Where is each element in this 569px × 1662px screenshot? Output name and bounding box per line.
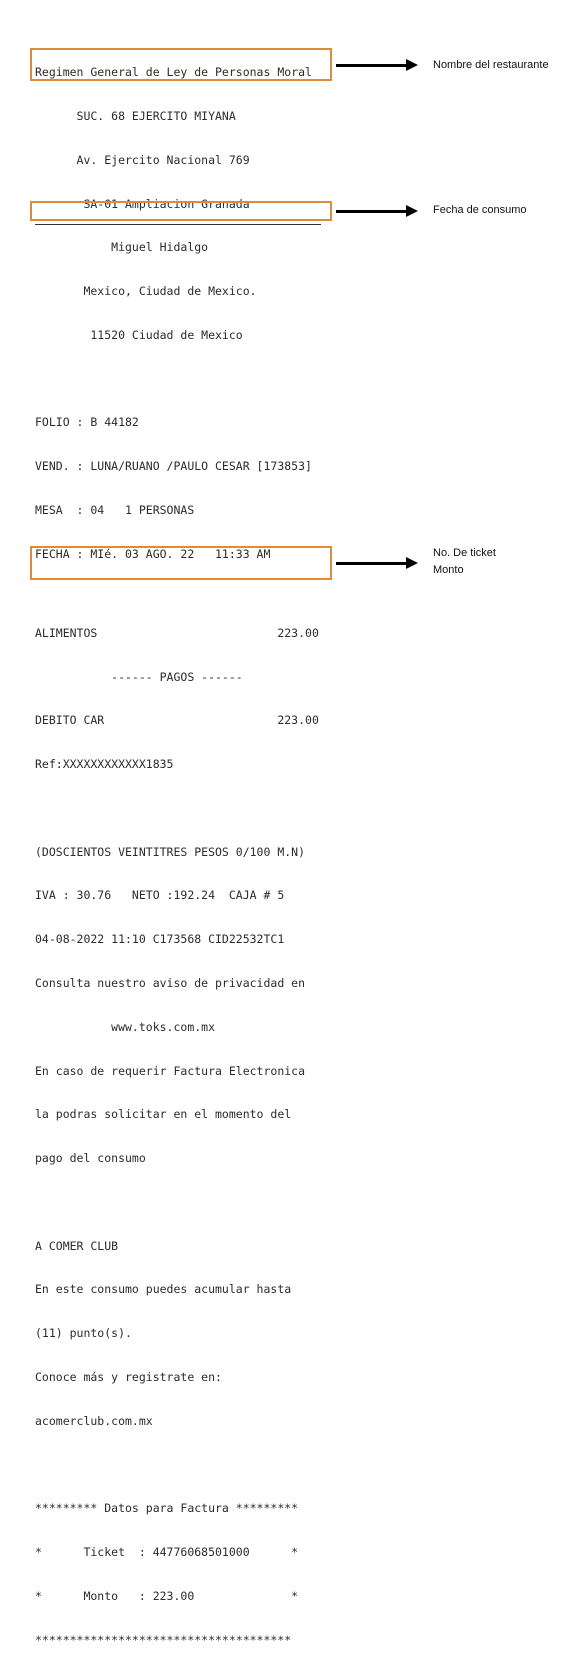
receipt-table: MESA : 04 1 PERSONAS — [35, 503, 195, 517]
receipt-website: www.toks.com.mx — [35, 1019, 216, 1034]
receipt-card-ref: Ref:XXXXXXXXXXXX1835 — [35, 757, 174, 772]
receipt-borough: Miguel Hidalgo — [35, 240, 209, 255]
date-arrow-icon — [336, 210, 414, 213]
receipt-date: FECHA : MIé. 03 AGO. 22 11:33 AM — [35, 546, 271, 561]
receipt — [35, 36, 319, 1662]
receipt-street: Av. Ejercito Nacional 769 — [35, 152, 250, 167]
club-title: A COMER CLUB — [35, 1238, 119, 1253]
receipt-folio: FOLIO : B 44182 — [35, 415, 139, 430]
date-highlight-box — [30, 201, 332, 221]
receipt-debit-line: DEBITO CAR 223.00 — [35, 713, 319, 728]
factura-ticket: * Ticket : 44776068501000 * — [35, 1545, 299, 1560]
receipt-invoice-note-2: la podras solicitar en el momento del — [35, 1107, 292, 1122]
receipt-city: Mexico, Ciudad de Mexico. — [35, 284, 257, 299]
receipt-timestamp: 04-08-2022 11:10 C173568 CID22532TC1 — [35, 932, 285, 947]
receipt-regime: Regimen General de Ley de Personas Moral — [35, 65, 312, 80]
receipt-privacy: Consulta nuestro aviso de privacidad en — [35, 976, 306, 990]
receipt-payments-heading: ------ PAGOS ------ — [35, 669, 243, 684]
receipt-tax-line: IVA : 30.76 NETO :192.24 CAJA # 5 — [35, 888, 285, 903]
restaurant-highlight-box — [30, 48, 332, 81]
receipt-invoice-note-3: pago del consumo — [35, 1151, 146, 1166]
ticket-arrow-icon — [336, 562, 414, 565]
club-register: Conoce más y registrate en: — [35, 1370, 222, 1385]
receipt-amount-words: (DOSCIENTOS VEINTITRES PESOS 0/100 M.N) — [35, 844, 306, 859]
factura-heading: ********* Datos para Factura ********* — [35, 1501, 299, 1516]
amount-annotation: Monto — [433, 564, 464, 576]
receipt-invoice-note-1: En caso de requerir Factura Electronica — [35, 1063, 306, 1078]
receipt-food-line: ALIMENTOS 223.00 — [35, 625, 319, 640]
club-points-1: En este consumo puedes acumular hasta — [35, 1282, 292, 1297]
receipt-branch: SUC. 68 EJERCITO MIYANA — [35, 108, 236, 123]
club-points-2: (11) punto(s). — [35, 1326, 132, 1341]
factura-border: ************************************* — [35, 1632, 292, 1647]
club-url: acomerclub.com.mx — [35, 1413, 153, 1428]
receipt-zip: 11520 Ciudad de Mexico — [35, 327, 243, 342]
receipt-neighborhood: SA-01 Ampliacion Granada — [35, 196, 250, 211]
factura-amount: * Monto : 223.00 * — [35, 1588, 299, 1603]
date-annotation: Fecha de consumo — [433, 204, 527, 216]
restaurant-arrow-icon — [336, 64, 414, 67]
receipt-vendor: VEND. : LUNA/RUANO /PAULO CESAR [173853] — [35, 459, 312, 474]
receipt-divider — [35, 224, 321, 225]
ticket-highlight-box — [30, 546, 332, 580]
restaurant-annotation: Nombre del restaurante — [433, 59, 549, 71]
ticket-annotation: No. De ticket — [433, 547, 496, 559]
